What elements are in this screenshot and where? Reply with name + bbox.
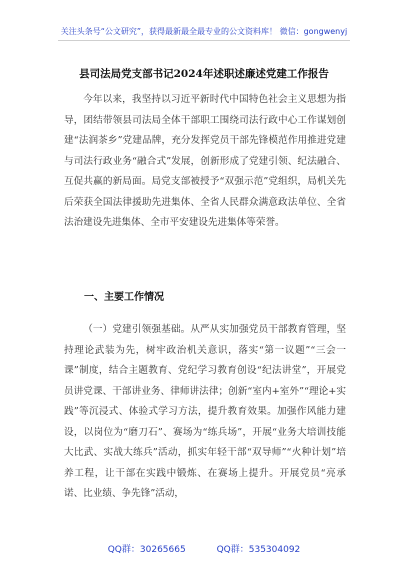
promo-banner: 关注头条号“公文研究”，获得最新最全最专业的公文资料库！ 微信：gongwenyj [60, 27, 348, 36]
banner-divider [58, 40, 350, 41]
footer-qq-group-2: QQ群：535304092 [216, 545, 301, 555]
footer-qq-group-1: QQ群：30265665 [107, 545, 186, 555]
intro-paragraph: 今年以来，我坚持以习近平新时代中国特色社会主义思想为指导，团结带领县司法局全体干部职工围绕司法行政中心工作谋划创建“法润茶乡”党建品牌，充分发挥党员干部先锋模范作用推进党建与司法行政业务“融合式”发展，创新形成了党建引领、纪法融合、互促共赢的新局面。局党支部被授予“双强示范”党组织，局机关先后荣获全国法律援助先进集体、全省人民群众满意政法单位、全省法治建设先进集体、全市平安建设先进集体等荣誉。 [64, 94, 346, 228]
document-title: 县司法局党支部书记2024年述职述廉述党建工作报告 [79, 68, 329, 80]
footer-contact [0, 542, 408, 555]
section-heading: 一、主要工作情况 [84, 292, 164, 303]
body-paragraph: （一）党建引领强基础。从严从实加强党员干部教育管理，坚持理论武装为先，树牢政治机关意识，落实“第一议题”“三会一课”制度，结合主题教育、党纪学习教育创设“纪法讲堂”，开展党员讲党课、干部讲业务、律师讲法律；创新“室内+室外”“理论+实践”等沉浸式、体验式学习方法，提升教育效果。加强作风能力建设，以岗位为“磨刀石”、赛场为“练兵场”，开展“业务大培训技能大比武、实战大练兵”活动，抓实年轻干部“双导师”“火种计划”培养工程，让干部在实践中锻炼、在赛场上提升。开展党员“亮承诺、比业绩、争先锋”活动， [64, 324, 346, 499]
